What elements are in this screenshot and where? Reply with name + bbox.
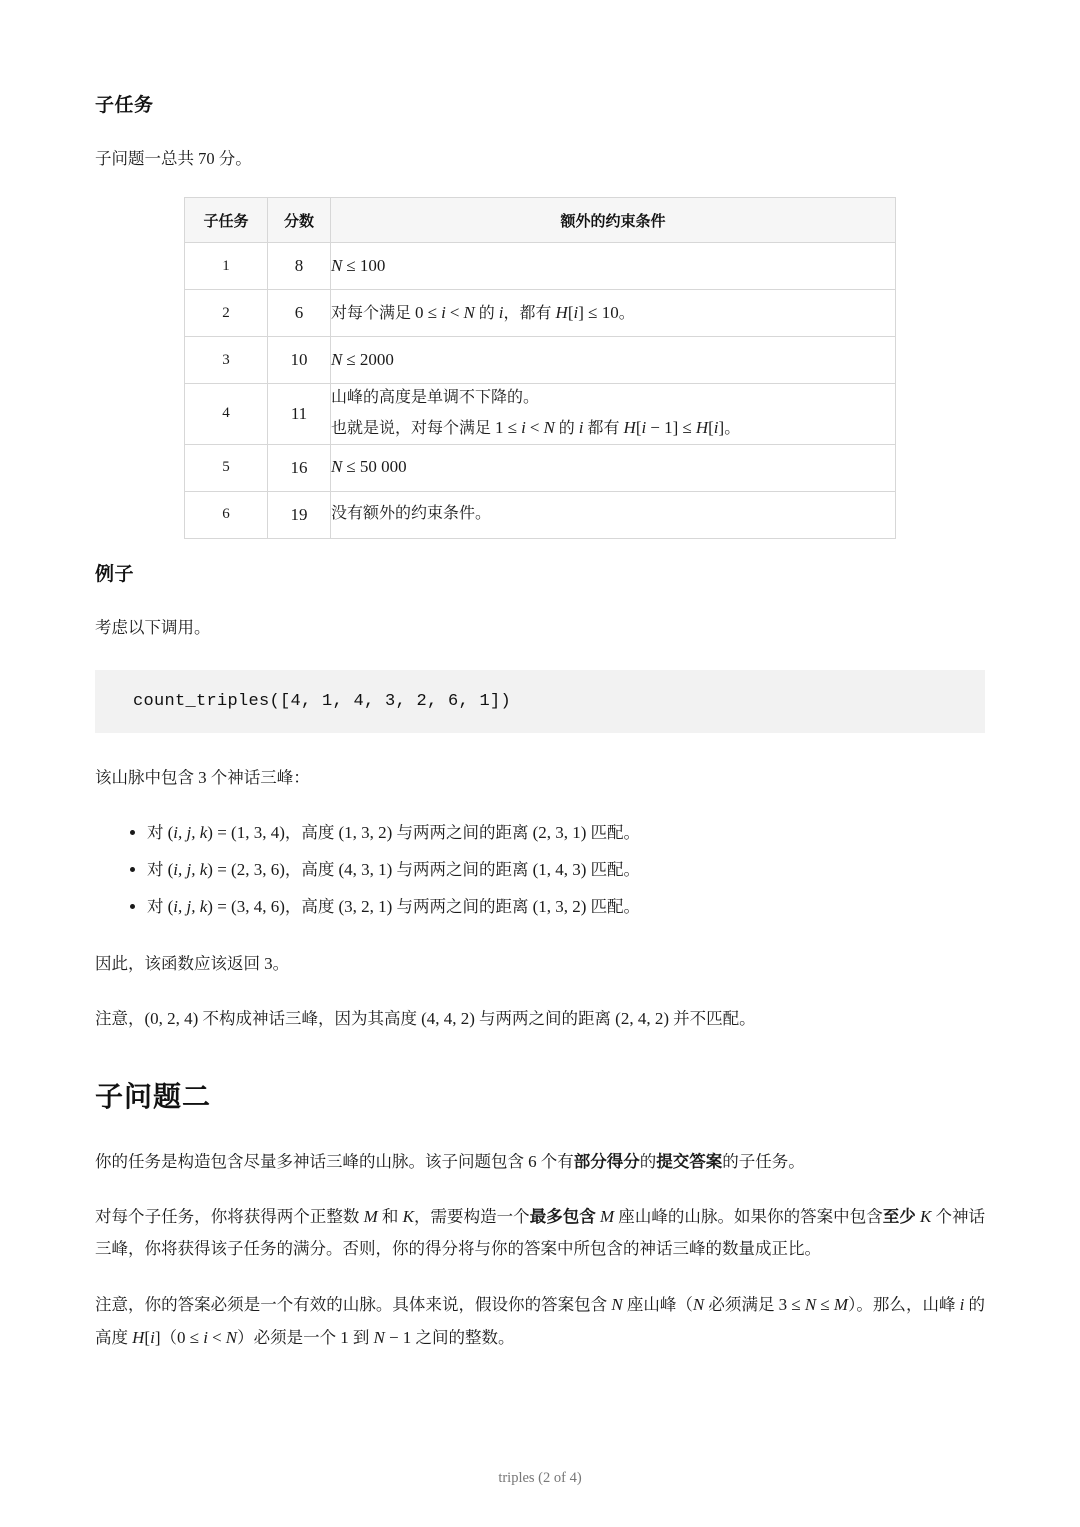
list-item: • 对 (i, j, k) = (3, 4, 6)，高度 (3, 2, 1) 与两两之间的距离 (1, 3, 2) 匹配。 <box>147 890 985 925</box>
subproblem2-paragraph-3: 注意，你的答案必须是一个有效的山脉。具体来说，假设你的答案包含 N 座山峰（N 必须满足 3 ≤ N ≤ M）。那么，山峰 i 的高度 H[i]（0 ≤ i < N）必须是一个 1 到 N − 1 之间的整数。 <box>95 1294 986 1347</box>
example-list <box>95 816 985 925</box>
page-footer: triples (2 of 4) <box>498 1470 582 1486</box>
subproblem2-paragraph-2: 对每个子任务，你将获得两个正整数 M 和 K，需要构造一个最多包含 M 座山峰的山脉。如果你的答案中包含至少 K 个神话三峰，你将获得该子任务的满分。否则，你的得分将与你的答案中所包含的神话三峰的数量成正比。 <box>95 1207 986 1259</box>
column-header-task: 子任务 <box>185 198 268 243</box>
subtasks-table <box>184 197 896 539</box>
example-lead-text: 该山脉中包含 3 个神话三峰： <box>95 767 310 787</box>
column-header-condition: 额外的约束条件 <box>331 198 896 243</box>
cell-condition: 山峰的高度是单调不下降的。 也就是说，对每个满足 1 ≤ i < N 的 i 都有 H[i − 1] ≤ H[i]。 <box>331 384 896 445</box>
cell-score: 11 <box>268 384 331 445</box>
cell-score: 8 <box>268 243 331 290</box>
table-row <box>185 444 896 491</box>
cell-score: 10 <box>268 337 331 384</box>
column-header-score: 分数 <box>268 198 331 243</box>
example-note-text: 注意，(0, 2, 4) 不构成神话三峰，因为其高度 (4, 4, 2) 与两两之间的距离 (2, 4, 2) 并不匹配。 <box>95 1008 756 1028</box>
cell-condition: 没有额外的约束条件。 <box>331 491 896 538</box>
cell-task: 3 <box>185 337 268 384</box>
cell-task: 1 <box>185 243 268 290</box>
cell-score: 6 <box>268 290 331 337</box>
subtasks-table-wrapper <box>95 197 985 539</box>
cell-task: 5 <box>185 444 268 491</box>
cell-condition: 对每个满足 0 ≤ i < N 的 i，都有 H[i] ≤ 10。 <box>331 290 896 337</box>
list-item: • 对 (i, j, k) = (2, 3, 6)，高度 (4, 3, 1) 与两两之间的距离 (1, 4, 3) 匹配。 <box>147 853 985 888</box>
section-heading-subtasks: 子任务 <box>95 95 154 116</box>
cell-score: 16 <box>268 444 331 491</box>
table-row <box>185 290 896 337</box>
cell-task: 4 <box>185 384 268 445</box>
condition-line-1: 山峰的高度是单调不下降的。 <box>331 389 540 407</box>
cell-condition: N ≤ 100 <box>331 243 896 290</box>
cell-condition: N ≤ 50 000 <box>331 444 896 491</box>
cell-task: 2 <box>185 290 268 337</box>
list-item: • 对 (i, j, k) = (1, 3, 4)，高度 (1, 3, 2) 与两两之间的距离 (2, 3, 1) 匹配。 <box>147 816 985 851</box>
subtasks-table-body <box>185 243 896 539</box>
table-row <box>185 384 896 445</box>
cell-condition: N ≤ 2000 <box>331 337 896 384</box>
table-row <box>185 491 896 538</box>
table-header-row <box>185 198 896 243</box>
section-heading-subproblem-two: 子问题二 <box>95 1080 212 1112</box>
subproblem2-paragraph-1: 你的任务是构造包含尽量多神话三峰的山脉。该子问题包含 6 个有部分得分的提交答案的子任务。 <box>95 1151 805 1171</box>
examples-intro-text: 考虑以下调用。 <box>95 617 211 637</box>
cell-score: 19 <box>268 491 331 538</box>
example-conclusion-text: 因此，该函数应该返回 3。 <box>95 953 290 973</box>
section-heading-examples: 例子 <box>95 563 135 585</box>
subtasks-intro-text: 子问题一总共 70 分。 <box>95 149 252 168</box>
cell-task: 6 <box>185 491 268 538</box>
code-block-call: count_triples([4, 1, 4, 3, 2, 6, 1]) <box>95 670 985 733</box>
table-row <box>185 243 896 290</box>
table-row <box>185 337 896 384</box>
subtasks-table-head <box>185 198 896 243</box>
